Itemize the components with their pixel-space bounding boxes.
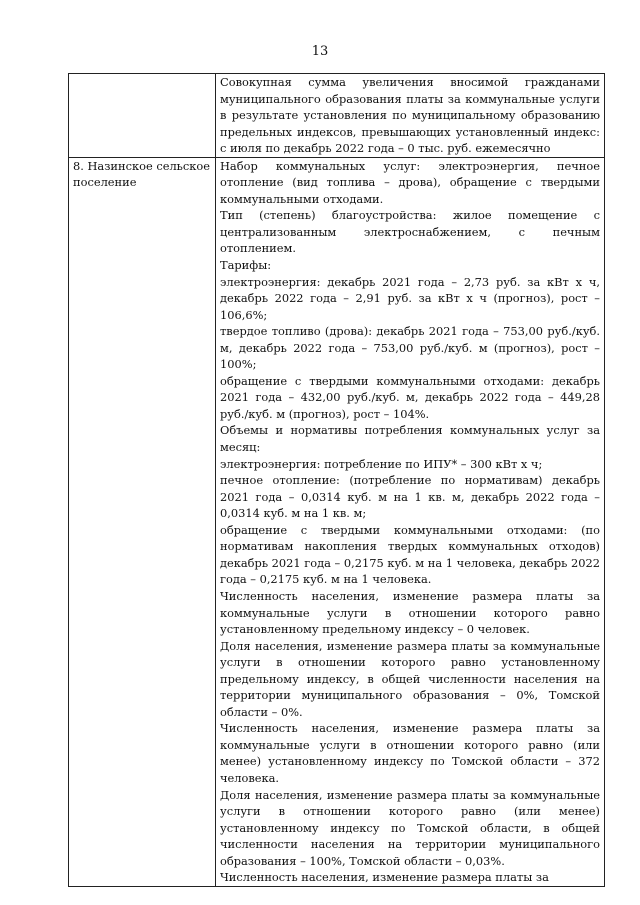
paragraph: Доля населения, изменение размера платы за коммунальные услуги в отношении которого равно (или менее) установленному индексу по Томской области, в общей численности населения на территории муниципального образования – 100%, Томской области – 0,03%.	[220, 787, 600, 868]
paragraph: электроэнергия: декабрь 2021 года – 2,73 руб. за кВт х ч, декабрь 2022 года – 2,91 руб. за кВт х ч (прогноз), рост – 106,6%;	[220, 274, 600, 322]
table-cell-left	[69, 74, 216, 158]
paragraph: Набор коммунальных услуг: электроэнергия, печное отопление (вид топлива – дрова), обращение с твердыми коммунальными отходами.	[220, 158, 600, 206]
settlement-details-cell	[216, 157, 605, 886]
paragraph: Доля населения, изменение размера платы за коммунальные услуги в отношении которого равно установленному предельному индексу, в общей численности населения на территории муниципального образования – 0%, Томской области – 0%.	[220, 638, 600, 719]
paragraph: твердое топливо (дрова): декабрь 2021 года – 753,00 руб./куб. м, декабрь 2022 года – 753,00 руб./куб. м (прогноз), рост – 100%;	[220, 324, 600, 372]
paragraph: Численность населения, изменение размера платы за коммунальные услуги в отношении которого равно (или менее) установленному индексу по Томской области – 372 человека.	[220, 721, 600, 785]
paragraph: обращение с твердыми коммунальными отходами: декабрь 2021 года – 432,00 руб./куб. м, декабрь 2022 года – 449,28 руб./куб. м (прогноз), рост – 104%.	[220, 373, 600, 421]
paragraph: электроэнергия: потребление по ИПУ* – 300 кВт х ч;	[220, 456, 543, 471]
settlement-name-cell: 8. Назинское сельское поселение	[69, 157, 216, 886]
table-row	[69, 157, 605, 886]
paragraph: Численность населения, изменение размера платы за	[220, 870, 549, 885]
document-table	[68, 73, 605, 887]
paragraph: Численность населения, изменение размера платы за коммунальные услуги в отношении которого равно установленному предельному индексу – 0 человек.	[220, 588, 600, 637]
table-row	[69, 74, 605, 158]
page-number: 13	[311, 44, 329, 59]
table-cell-right	[216, 74, 605, 158]
paragraph: Совокупная сумма увеличения вносимой гражданами муниципального образования платы за коммунальные услуги в результате установления по муниципальному образованию предельных индексов, превышающих установленный индекс: с июля по декабрь 2022 года – 0 тыс. руб. ежемесячно	[220, 75, 600, 156]
paragraph: обращение с твердыми коммунальными отходами: (по нормативам накопления твердых коммунальных отходов) декабрь 2021 года – 0,2175 куб. м на 1 человека, декабрь 2022 года – 0,2175 куб. м на 1 человека.	[220, 522, 600, 587]
paragraph: Тарифы:	[220, 258, 272, 273]
paragraph: печное отопление: (потребление по нормативам) декабрь 2021 года – 0,0314 куб. м на 1 кв. м, декабрь 2022 года – 0,0314 куб. м на 1 кв. м;	[220, 473, 600, 521]
paragraph: Объемы и нормативы потребления коммунальных услуг за месяц:	[220, 423, 600, 455]
paragraph: Тип (степень) благоустройства: жилое помещение с централизованным электроснабжением, с печным отоплением.	[220, 208, 600, 256]
